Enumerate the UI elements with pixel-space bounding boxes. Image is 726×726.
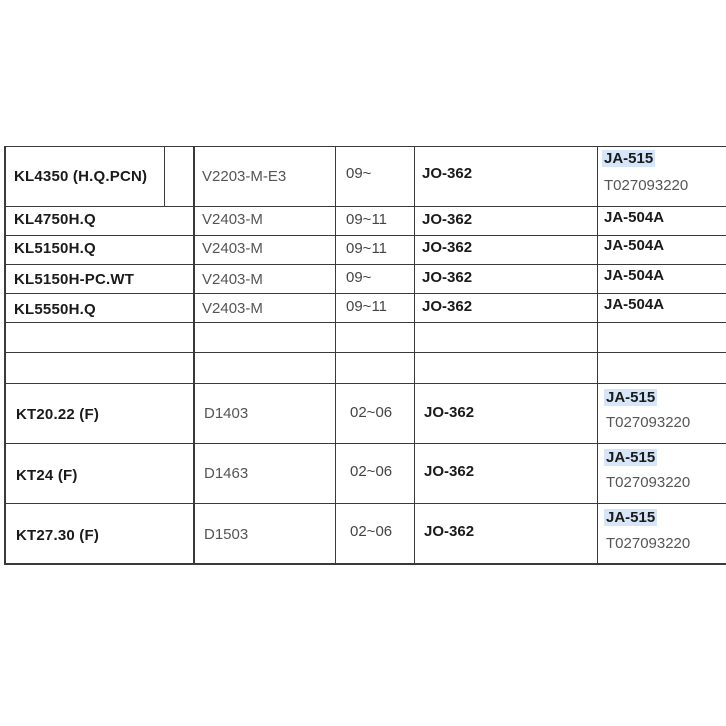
model-cell: KL4750H.Q <box>14 211 96 228</box>
code-cell: JO-362 <box>424 523 475 540</box>
code-cell: JO-362 <box>422 269 473 286</box>
engine-cell: V2403-M <box>202 300 263 317</box>
part-number-cell: T027093220 <box>606 535 691 552</box>
row-divider <box>4 352 726 353</box>
model-cell: KL5150H.Q <box>14 240 96 257</box>
years-cell: 09~11 <box>346 211 388 228</box>
row-divider <box>4 293 726 294</box>
code-cell: JO-362 <box>424 463 475 480</box>
column-divider <box>164 146 165 206</box>
part-cell: JA-504A <box>604 296 665 313</box>
part-cell: JA-515 <box>606 389 656 406</box>
part-cell: JA-504A <box>604 267 665 284</box>
table-top-border <box>4 146 726 147</box>
engine-cell: D1403 <box>204 405 249 422</box>
part-cell: JA-504A <box>604 209 665 226</box>
part-number-cell: T027093220 <box>606 474 691 491</box>
engine-cell: V2403-M <box>202 271 263 288</box>
part-cell: JA-515 <box>606 509 656 526</box>
model-cell: KL5150H-PC.WT <box>14 271 135 288</box>
table-bottom-border <box>6 563 726 565</box>
engine-cell: V2203-M-E3 <box>202 168 287 185</box>
model-cell: KT20.22 (F) <box>16 406 100 423</box>
column-divider <box>193 146 195 565</box>
years-cell: 09~ <box>346 165 372 182</box>
engine-cell: D1463 <box>204 465 249 482</box>
code-cell: JO-362 <box>422 211 473 228</box>
years-cell: 09~11 <box>346 240 388 257</box>
column-divider <box>414 146 415 565</box>
model-cell: KT24 (F) <box>16 467 78 484</box>
code-cell: JO-362 <box>422 239 473 256</box>
part-cell: JA-504A <box>604 237 665 254</box>
years-cell: 02~06 <box>350 463 393 480</box>
code-cell: JO-362 <box>422 298 473 315</box>
part-number-cell: T027093220 <box>604 177 689 194</box>
years-cell: 02~06 <box>350 404 393 421</box>
column-divider <box>335 146 336 565</box>
row-divider <box>4 264 726 265</box>
row-divider <box>4 206 726 207</box>
model-cell: KL4350 (H.Q.PCN) <box>14 168 148 185</box>
model-cell: KT27.30 (F) <box>16 527 100 544</box>
column-divider <box>597 146 598 565</box>
row-divider <box>4 322 726 323</box>
part-cell: JA-515 <box>606 449 656 466</box>
code-cell: JO-362 <box>424 404 475 421</box>
table-left-border <box>4 146 6 565</box>
years-cell: 02~06 <box>350 523 393 540</box>
part-number-cell: T027093220 <box>606 414 691 431</box>
part-cell: JA-515 <box>604 150 654 167</box>
code-cell: JO-362 <box>422 165 473 182</box>
row-divider <box>4 443 726 444</box>
model-cell: KL5550H.Q <box>14 301 96 318</box>
engine-cell: V2403-M <box>202 211 263 228</box>
years-cell: 09~ <box>346 269 372 286</box>
row-divider <box>4 235 726 236</box>
row-divider <box>4 383 726 384</box>
row-divider <box>4 503 726 504</box>
engine-cell: D1503 <box>204 526 249 543</box>
engine-cell: V2403-M <box>202 240 263 257</box>
years-cell: 09~11 <box>346 298 388 315</box>
